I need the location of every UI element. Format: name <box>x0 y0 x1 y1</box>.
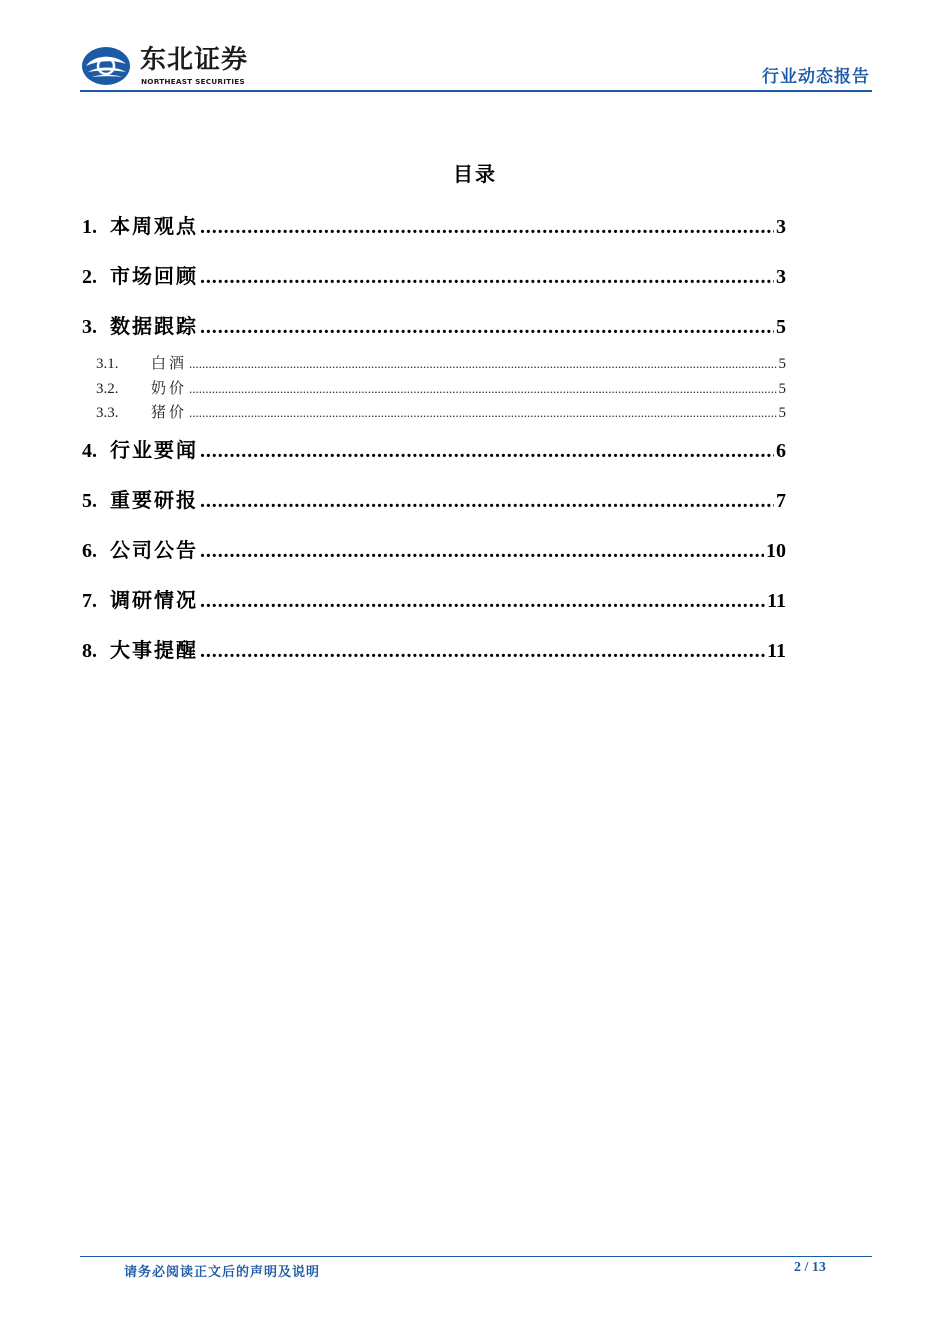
toc-entry-3-2[interactable] <box>82 377 786 397</box>
toc-entry-label: 公司公告 <box>110 538 198 562</box>
toc-entry-page: 5 <box>778 381 786 397</box>
toc-entry-page: 5 <box>776 316 786 338</box>
toc-entry-3[interactable] <box>82 310 786 338</box>
toc-entry-page: 11 <box>767 640 786 662</box>
logo-text-en: NORTHEAST SECURITIES <box>141 77 245 86</box>
toc-entry-number: 3.1. <box>96 356 119 372</box>
logo-emblem-icon <box>80 44 134 88</box>
toc-entry-label: 数据跟踪 <box>110 314 198 338</box>
company-logo <box>80 44 280 88</box>
toc-entry-2[interactable] <box>82 260 786 288</box>
disclaimer-note: 请务必阅读正文后的声明及说明 <box>124 1265 321 1280</box>
toc-leader-dots <box>200 440 774 463</box>
toc-entry-1[interactable] <box>82 210 786 238</box>
toc-entry-label: 白酒 <box>151 354 188 372</box>
page-number: 2 / 13 <box>794 1260 826 1275</box>
toc-entry-label: 重要研报 <box>110 488 198 512</box>
toc-leader-dots <box>200 316 774 339</box>
toc-entry-label: 大事提醒 <box>110 638 198 662</box>
toc-entry-label: 本周观点 <box>110 214 198 238</box>
toc-entry-number: 4. <box>82 440 97 462</box>
toc-entry-number: 7. <box>82 590 97 612</box>
logo-text-cn: 东北证券 <box>140 45 249 75</box>
page-header <box>80 40 872 92</box>
toc-leader-dots <box>200 640 765 663</box>
toc-entry-page: 3 <box>776 266 786 288</box>
toc-entry-page: 11 <box>767 590 786 612</box>
toc-title: 目录 <box>453 162 497 186</box>
toc-leader-dots <box>200 490 774 513</box>
toc-entry-label: 猪价 <box>151 403 188 421</box>
toc-entry-4[interactable] <box>82 434 786 462</box>
toc-entry-page: 5 <box>778 356 786 372</box>
toc-entry-label: 奶价 <box>151 379 188 397</box>
toc-leader-dots <box>189 405 776 421</box>
toc-entry-3-3[interactable] <box>82 401 786 421</box>
report-type-label: 行业动态报告 <box>762 67 870 87</box>
toc-entry-number: 2. <box>82 266 97 288</box>
toc-entry-number: 3.3. <box>96 405 119 421</box>
toc-leader-dots <box>200 266 774 289</box>
toc-entry-page: 6 <box>776 440 786 462</box>
toc-leader-dots <box>200 540 764 563</box>
toc-entry-number: 3.2. <box>96 381 119 397</box>
toc-entry-page: 10 <box>766 540 786 562</box>
toc-entry-number: 5. <box>82 490 97 512</box>
toc-entry-page: 7 <box>776 490 786 512</box>
toc-entry-page: 3 <box>776 216 786 238</box>
toc-leader-dots <box>200 590 765 613</box>
toc-entry-number: 6. <box>82 540 97 562</box>
toc-entry-8[interactable] <box>82 634 786 662</box>
toc-leader-dots <box>200 216 774 239</box>
toc-entry-5[interactable] <box>82 484 786 512</box>
toc-entry-6[interactable] <box>82 534 786 562</box>
page-footer <box>80 1256 872 1287</box>
toc-leader-dots <box>189 356 776 372</box>
toc-entry-number: 1. <box>82 216 97 238</box>
toc-entry-number: 3. <box>82 316 97 338</box>
toc-entry-7[interactable] <box>82 584 786 612</box>
toc-leader-dots <box>189 381 776 397</box>
toc-entry-label: 调研情况 <box>110 588 198 612</box>
toc-entry-label: 行业要闻 <box>110 438 198 462</box>
toc-entry-label: 市场回顾 <box>110 264 198 288</box>
toc-entry-3-1[interactable] <box>82 352 786 372</box>
toc-entry-number: 8. <box>82 640 97 662</box>
toc-entry-page: 5 <box>778 405 786 421</box>
